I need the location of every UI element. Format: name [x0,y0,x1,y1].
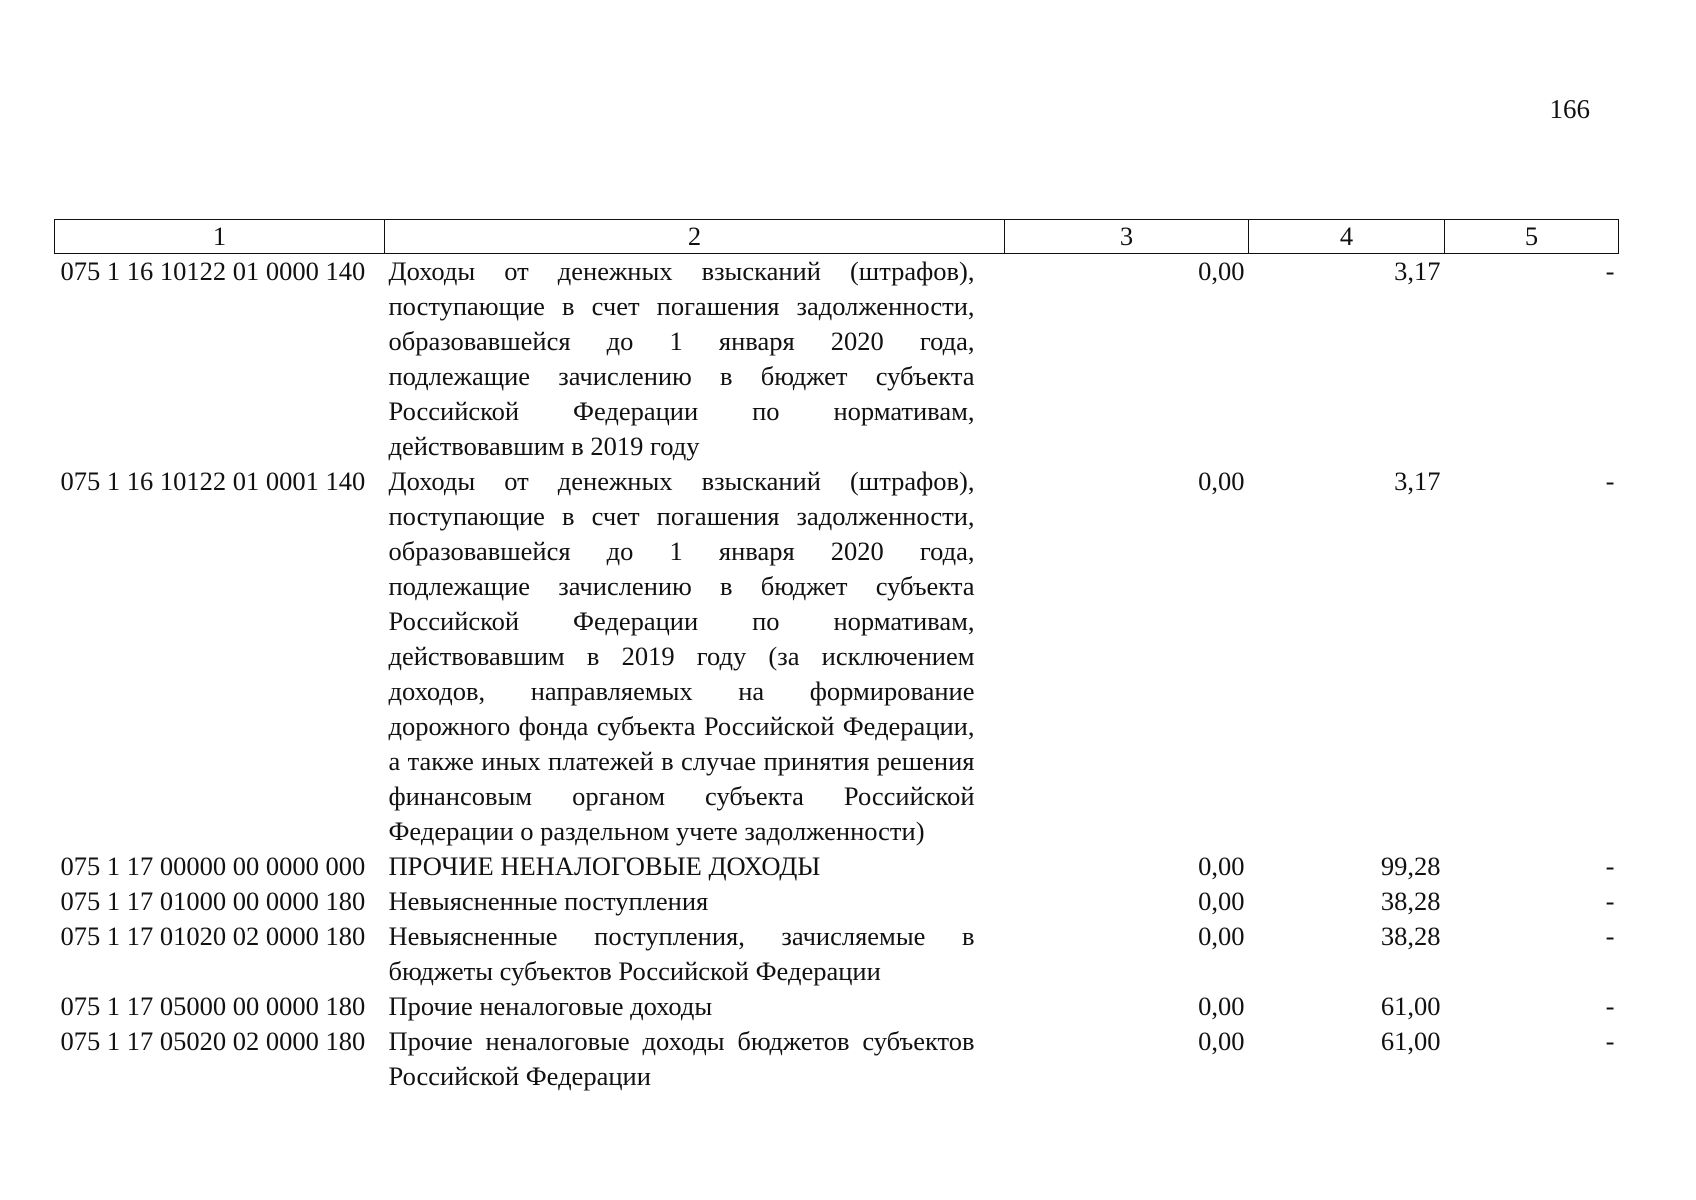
row-col4: 61,00 [1380,991,1441,1021]
budget-table [54,219,1619,1094]
header-col-3: 3 [1005,220,1249,254]
row-code: 075 1 17 01000 00 0000 180 [60,886,366,916]
row-code: 075 1 17 05000 00 0000 180 [60,991,366,1021]
row-col3: 0,00 [1198,921,1245,951]
table-row [55,464,1619,849]
row-col4: 38,28 [1380,921,1441,951]
row-col3: 0,00 [1198,851,1245,881]
row-col5: - [1605,991,1615,1021]
table-row [55,919,1619,989]
row-col4: 99,28 [1380,851,1441,881]
row-code: 075 1 17 05020 02 0000 180 [60,1026,366,1056]
row-col4: 3,17 [1394,466,1441,496]
row-col5: - [1605,1026,1615,1056]
row-name: ПРОЧИЕ НЕНАЛОГОВЫЕ ДОХОДЫ [388,851,821,881]
row-code: 075 1 16 10122 01 0001 140 [60,466,366,496]
row-col3: 0,00 [1198,886,1245,916]
row-col3: 0,00 [1198,466,1245,496]
row-col5: - [1605,851,1615,881]
page-number: 166 [1549,94,1590,124]
header-col-1: 1 [55,220,385,254]
row-col5: - [1605,921,1615,951]
header-col-5: 5 [1445,220,1619,254]
row-code: 075 1 17 00000 00 0000 000 [60,851,366,881]
row-col3: 0,00 [1198,256,1245,286]
row-col5: - [1605,256,1615,286]
row-name: Доходы от денежных взысканий (штрафов), поступающие в счет погашения задолженности, образовавшейся до 1 января 2020 года, подлежащие зачислению в бюджет субъекта Российской Федерации по нормативам, действовавшим в 2019 году (за исключением доходов, направляемых на формирование дорожного фонда субъекта Российской Федерации, а также иных платежей в случае принятия решения финансовым органом субъекта Российской Федерации о раздельном учете задолженности) [388,466,975,846]
table-row [55,989,1619,1024]
table-row [55,1024,1619,1094]
table-header [55,220,1619,254]
row-name: Доходы от денежных взысканий (штрафов), поступающие в счет погашения задолженности, образовавшейся до 1 января 2020 года, подлежащие зачислению в бюджет субъекта Российской Федерации по нормативам, действовавшим в 2019 году [388,256,975,461]
table-row [55,884,1619,919]
table-row [55,254,1619,465]
row-col3: 0,00 [1198,991,1245,1021]
row-col4: 3,17 [1394,256,1441,286]
row-col4: 61,00 [1380,1026,1441,1056]
row-name: Прочие неналоговые доходы бюджетов субъектов Российской Федерации [388,1026,975,1091]
header-col-4: 4 [1249,220,1445,254]
row-name: Невыясненные поступления [388,886,709,916]
row-name: Невыясненные поступления, зачисляемые в бюджеты субъектов Российской Федерации [388,921,975,986]
header-col-2: 2 [385,220,1005,254]
row-col4: 38,28 [1380,886,1441,916]
row-col5: - [1605,886,1615,916]
table-row [55,849,1619,884]
row-code: 075 1 16 10122 01 0000 140 [60,256,366,286]
row-name: Прочие неналоговые доходы [388,991,713,1021]
row-code: 075 1 17 01020 02 0000 180 [60,921,366,951]
row-col5: - [1605,466,1615,496]
row-col3: 0,00 [1198,1026,1245,1056]
